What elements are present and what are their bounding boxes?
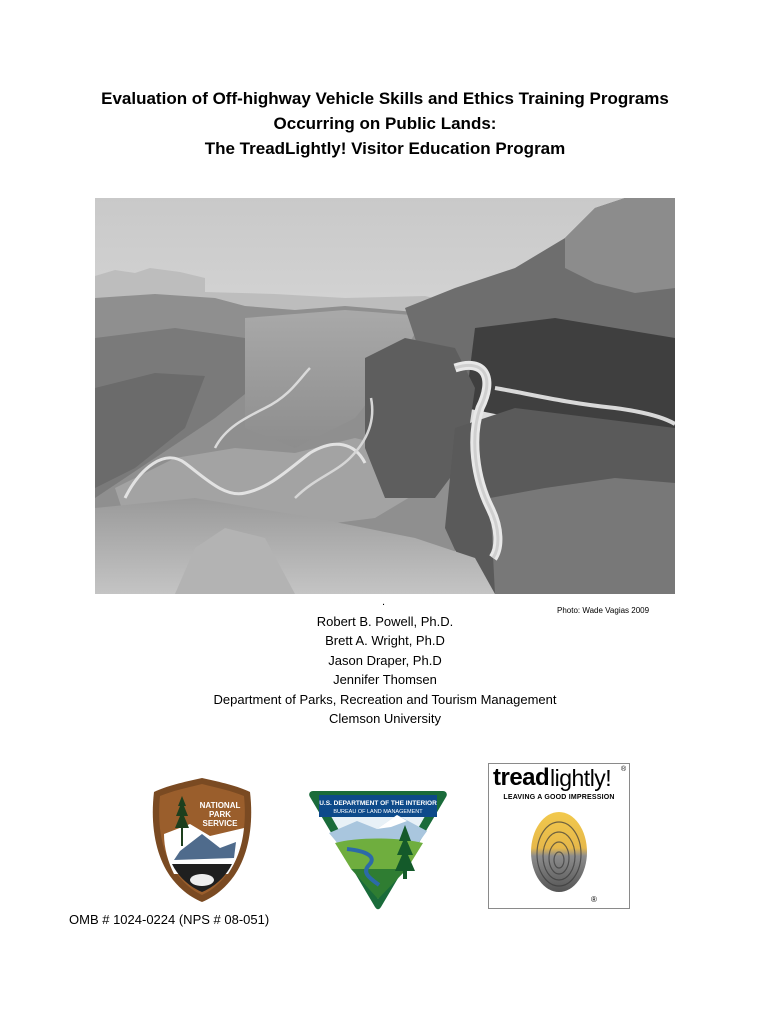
author-name: Jennifer Thomsen — [333, 672, 437, 688]
tread-lightly-logo — [488, 763, 630, 909]
svg-text:PARK: PARK — [208, 810, 232, 819]
department: Department of Parks, Recreation and Tourism Management — [213, 691, 557, 707]
omb-number: OMB # 1024-0224 (NPS # 08-051) — [69, 912, 270, 927]
fingerprint-icon — [519, 808, 599, 906]
photo-credit: Photo: Wade Vagias 2009 — [557, 606, 650, 615]
document-title — [0, 86, 770, 161]
title-line-2: Occurring on Public Lands: — [273, 114, 497, 133]
photo-mark: . — [382, 596, 386, 608]
tread-lightly-tagline: LEAVING A GOOD IMPRESSION — [503, 794, 615, 801]
bureau-of-land-management-logo — [307, 785, 449, 910]
university: Clemson University — [329, 711, 441, 727]
author-name: Jason Draper, Ph.D — [328, 652, 442, 668]
tread-lightly-wordmark: lightly! — [550, 765, 612, 791]
svg-text:®: ® — [591, 895, 597, 904]
author-name: Robert B. Powell, Ph.D. — [316, 614, 454, 629]
tread-lightly-wordmark-bold: tread — [493, 764, 550, 791]
canyon-photo — [95, 198, 675, 594]
trademark-mark: ® — [621, 766, 627, 773]
svg-text:SERVICE: SERVICE — [202, 819, 238, 828]
svg-text:U.S. DEPARTMENT OF THE INTERIO: U.S. DEPARTMENT OF THE INTERIOR — [319, 800, 437, 807]
author-name: Brett A. Wright, Ph.D — [325, 633, 445, 649]
svg-text:BUREAU OF LAND MANAGEMENT: BUREAU OF LAND MANAGEMENT — [333, 809, 423, 815]
author-block — [0, 612, 770, 728]
svg-text:NATIONAL: NATIONAL — [199, 801, 241, 810]
title-line-3: The TreadLightly! Visitor Education Program — [204, 139, 566, 158]
title-line-1: Evaluation of Off-highway Vehicle Skills and Ethics Training Programs — [101, 89, 669, 108]
national-park-service-logo — [150, 776, 254, 904]
